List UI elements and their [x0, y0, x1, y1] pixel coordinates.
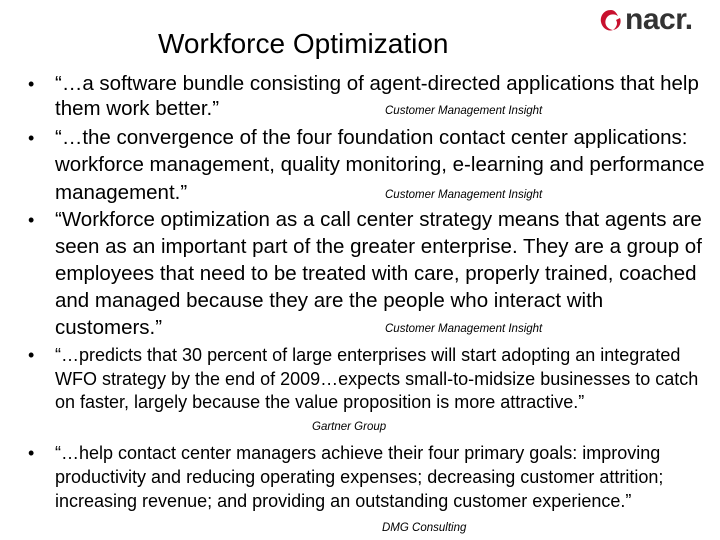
nacr-logo	[598, 2, 710, 38]
quote-line: employees that need to be treated with care, properly trained, coached	[55, 262, 697, 285]
quote-line: “…predicts that 30 percent of large enterprises will start adopting an integrated	[55, 345, 681, 365]
quote-line: on faster, largely because the value proposition is more attractive.”	[55, 392, 585, 412]
quote-source: Customer Management Insight	[385, 323, 543, 335]
logo-text: nacr.	[625, 3, 693, 36]
bullet-icon: •	[28, 443, 35, 463]
quote-line: productivity and reducing operating expenses; decreasing customer attrition;	[55, 467, 664, 487]
quote-line: “Workforce optimization as a call center strategy means that agents are	[55, 208, 702, 231]
bullet-icon: •	[28, 345, 35, 365]
quote-source: Customer Management Insight	[385, 105, 543, 117]
quote-source: DMG Consulting	[382, 522, 467, 534]
quote-line: “…a software bundle consisting of agent-directed applications that help	[55, 72, 699, 95]
quote-line: them work better.”	[55, 97, 220, 120]
quote-line: customers.”	[55, 316, 163, 339]
quote-line: “…help contact center managers achieve their four primary goals: improving	[55, 443, 661, 463]
bullet-icon: •	[28, 128, 35, 148]
quote-line: “…the convergence of the four foundation contact center applications:	[55, 126, 688, 149]
quote-line: seen as an important part of the greater enterprise. They are a group of	[55, 235, 702, 258]
logo-swirl-icon	[598, 8, 624, 34]
quote-source: Customer Management Insight	[385, 189, 543, 201]
page-title: Workforce Optimization	[158, 28, 449, 59]
quote-line: management.”	[55, 181, 188, 204]
quote-line: workforce management, quality monitoring, e-learning and performance	[55, 153, 705, 176]
bullet-icon: •	[28, 210, 35, 230]
quote-line: increasing revenue; and providing an outstanding customer experience.”	[55, 491, 632, 511]
bullet-icon: •	[28, 74, 35, 94]
quote-source: Gartner Group	[312, 421, 387, 433]
quote-line: and managed because they are the people who interact with	[55, 289, 604, 312]
quote-line: WFO strategy by the end of 2009…expects small-to-midsize businesses to catch	[55, 369, 699, 389]
